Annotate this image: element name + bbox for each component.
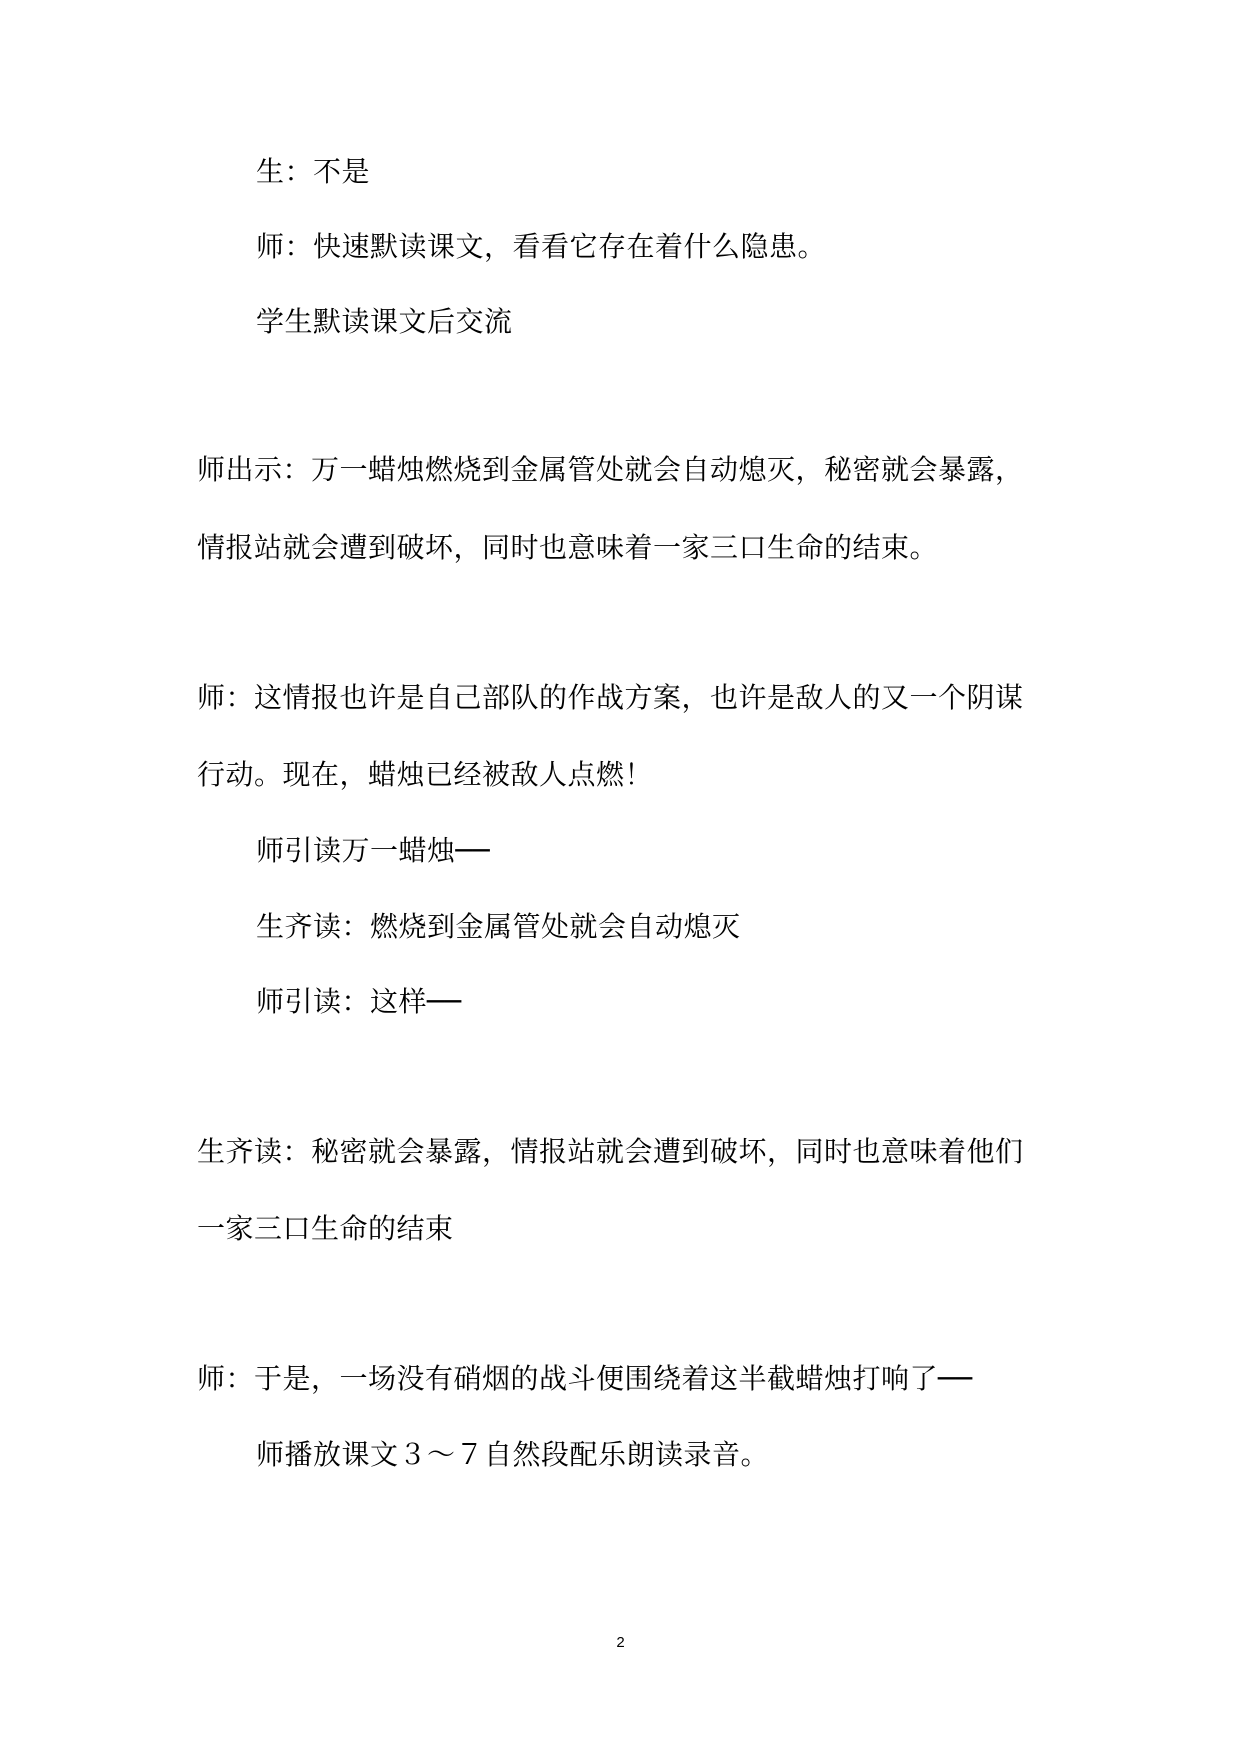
text-line: 生齐读：秘密就会暴露，情报站就会遭到破坏，同时也意味着他们 [197,1135,1024,1168]
text-line: 师：这情报也许是自己部队的作战方案，也许是敌人的又一个阴谋 [197,681,1024,714]
text-line: 行动。现在，蜡烛已经被敌人点燃！ [197,758,654,791]
text-line: 师引读万一蜡烛── [256,834,491,867]
text-line: 师播放课文３～７自然段配乐朗读录音。 [256,1438,770,1471]
text-line: 生齐读：燃烧到金属管处就会自动熄灭 [256,910,741,943]
text-line: 师：快速默读课文，看看它存在着什么隐患。 [256,230,827,263]
text-line: 师出示：万一蜡烛燃烧到金属管处就会自动熄灭，秘密就会暴露， [197,453,1024,486]
text-line: 学生默读课文后交流 [256,305,513,338]
text-line: 一家三口生命的结束 [197,1212,454,1245]
text-line: 师：于是，一场没有硝烟的战斗便围绕着这半截蜡烛打响了── [197,1362,973,1395]
text-line: 师引读：这样── [256,985,462,1018]
text-line: 生：不是 [256,155,371,188]
page-number: 2 [616,1634,625,1651]
text-line: 情报站就会遭到破坏，同时也意味着一家三口生命的结束。 [197,531,939,564]
